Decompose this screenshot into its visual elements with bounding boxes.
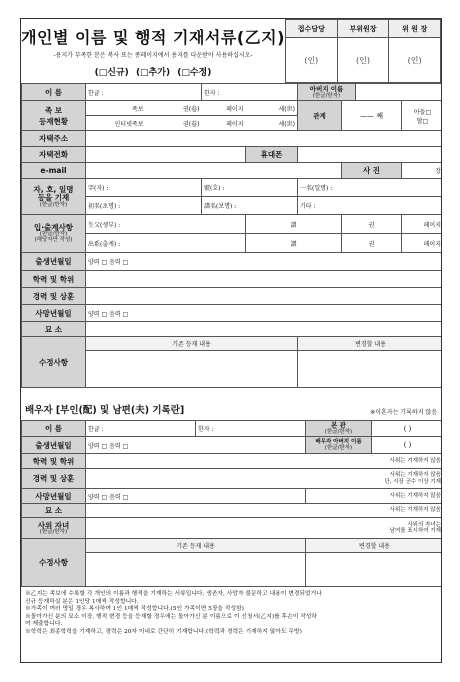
jokbo-page[interactable]: 페이지 bbox=[202, 101, 246, 116]
existing-content-field[interactable] bbox=[86, 351, 298, 388]
spouse-origin-field[interactable]: ( ) bbox=[372, 421, 443, 437]
spouse-education-label: 학력 및 학위 bbox=[22, 454, 86, 469]
phone-label: 자택전화 bbox=[22, 147, 86, 163]
internet-jokbo-page[interactable]: 페이지 bbox=[202, 116, 246, 131]
name-label: 이 름 bbox=[22, 84, 86, 101]
footnote-line: 여 제출합니다. bbox=[25, 621, 63, 628]
spouse-grave-field[interactable]: 사위는 기재하지 않음 bbox=[86, 504, 443, 518]
spouse-hangul-field[interactable]: 한글 : bbox=[86, 421, 196, 437]
form-header bbox=[21, 19, 441, 83]
approval-receiver: 접수담당 bbox=[286, 20, 338, 38]
jokbo-volume[interactable]: 권(卷) bbox=[146, 101, 202, 116]
spouse-existing-content-field[interactable] bbox=[86, 553, 306, 587]
spouse-father-field[interactable]: ( ) bbox=[372, 437, 443, 454]
spouse-father-label: 배우자 아버지 이름 (한글/한자) bbox=[306, 437, 372, 454]
footnote-line: ※학력은 최종학력을 기재하고, 경력은 20자 이내로 간단히 기재합니다.(학력과 경력은 기재하지 않아도 무방) bbox=[25, 628, 302, 635]
email-label: e-mail bbox=[22, 163, 86, 179]
seal-1[interactable]: (인) bbox=[286, 38, 338, 83]
spouse-education-field[interactable]: 사위는 기재하지 않음 bbox=[86, 454, 443, 469]
spouse-birthdate-label: 출생년월일 bbox=[22, 437, 86, 454]
ja-field[interactable]: 字(자) : bbox=[86, 179, 202, 197]
footnote-line: 신규 등재하실 분은 1인당 1매씩 작성합니다. bbox=[25, 598, 139, 605]
edit-label: 수정사항 bbox=[22, 337, 86, 388]
spouse-career-field[interactable]: 사위는 기재하지 않음 단, 시장 군수 이상 기재 bbox=[86, 469, 443, 489]
mobile-field[interactable] bbox=[298, 147, 443, 163]
saengbu-field[interactable]: 生父(생부) : bbox=[86, 215, 246, 234]
chulgye-jokbo: 譜 bbox=[246, 234, 342, 253]
bomyeong-field[interactable]: 譜名(보명) : bbox=[202, 197, 298, 215]
existing-header: 기존 등재 내용 bbox=[86, 337, 298, 351]
spouse-death-note: 사위는 기재하지 않음 bbox=[306, 489, 443, 504]
spouse-changed-header: 변경할 내용 bbox=[306, 539, 443, 553]
seal-3[interactable]: (인) bbox=[389, 38, 441, 83]
option-edit[interactable]: (□수정) bbox=[177, 68, 212, 78]
title-area bbox=[21, 19, 285, 83]
spouse-note: ※이혼자는 기록하지 않음 bbox=[370, 409, 437, 416]
footnote-line: ※乙지는 족보에 수록할 각 개인의 이름과 행적을 기재하는 서류입니다. 생존자, 사망자 불문하고 내용이 변경되었거나 bbox=[25, 591, 322, 597]
education-field[interactable] bbox=[86, 271, 443, 288]
approval-table bbox=[285, 19, 441, 83]
spouse-section-header bbox=[21, 388, 441, 420]
relation-label: 관계 bbox=[298, 101, 342, 131]
son-in-law-children-label: 사위 자녀 (한글/한자) bbox=[22, 518, 86, 539]
name-hangul-field[interactable]: 한글 : bbox=[86, 84, 202, 101]
ilmyeong-field[interactable]: 一名(일명) : bbox=[298, 179, 443, 197]
birthdate-label: 출생년월일 bbox=[22, 253, 86, 271]
birth-lineage-label: 입·출계사항 (한글/한자) (해당자만 작성) bbox=[22, 215, 86, 253]
address-label: 자택주소 bbox=[22, 131, 86, 147]
spouse-career-label: 경력 및 상훈 bbox=[22, 469, 86, 489]
career-label: 경력 및 상훈 bbox=[22, 288, 86, 305]
ho-field[interactable]: 號(호) : bbox=[202, 179, 298, 197]
chomyeong-field[interactable]: 初名(초명) : bbox=[86, 197, 202, 215]
chulgye-page[interactable]: 페이지 bbox=[402, 234, 442, 253]
name-hanja-field[interactable]: 한자 : bbox=[202, 84, 298, 101]
footnote-line: ※돌아가신 분의 묘소 이장, 행적 변경 등을 등재할 경우에는 돌아가신 분 이름으로 이 신청서(乙지)를 후손이 작성하 bbox=[25, 613, 317, 620]
footnotes bbox=[21, 587, 441, 641]
approval-chair: 위 원 장 bbox=[389, 20, 441, 38]
phone-field[interactable] bbox=[86, 147, 246, 163]
spouse-death-field[interactable]: 양력 □ 음력 □ bbox=[86, 489, 306, 504]
saengbu-jokbo: 譜 bbox=[246, 215, 342, 234]
changed-header: 변경할 내용 bbox=[298, 337, 443, 351]
approval-vice-chair: 부위원장 bbox=[337, 20, 389, 38]
spouse-grave-label: 묘 소 bbox=[22, 504, 86, 518]
relation-order[interactable]: —— 째 bbox=[342, 101, 402, 131]
email-field[interactable] bbox=[86, 163, 342, 179]
spouse-hanja-field[interactable]: 한자 : bbox=[196, 421, 306, 437]
internet-jokbo-volume[interactable]: 권(卷) bbox=[146, 116, 202, 131]
son-daughter-check[interactable]: 아들□ 딸□ bbox=[402, 101, 442, 131]
changed-content-field[interactable] bbox=[298, 351, 443, 388]
form-title: 개인별 이름 및 행적 기재서류(乙지) bbox=[21, 28, 285, 47]
spouse-title: 배우자 [부인(配) 및 남편(夫) 기록란] bbox=[25, 405, 185, 416]
spouse-name-label: 이 름 bbox=[22, 421, 86, 437]
main-table bbox=[21, 83, 442, 388]
mobile-label: 휴대폰 bbox=[246, 147, 298, 163]
grave-label: 묘 소 bbox=[22, 322, 86, 337]
form-notice: -용지가 부족한 분은 복사 또는 종페이지에서 용지를 다운받아 사용하십시오- bbox=[53, 52, 253, 59]
father-name-label: 아버지 이름 (한글/한자) bbox=[298, 84, 356, 101]
spouse-edit-label: 수정사항 bbox=[22, 539, 86, 587]
spouse-origin-label: 본 관 (한글/한자) bbox=[306, 421, 372, 437]
other-field[interactable]: 기타 : bbox=[298, 197, 443, 215]
photo-label: 사 진 bbox=[342, 163, 402, 179]
jokbo-label: 족보 bbox=[86, 101, 146, 116]
ja-ho-label: 자, 호, 일명 등을 기재 (한글/한자) bbox=[22, 179, 86, 215]
spouse-table bbox=[21, 420, 442, 587]
education-label: 학력 및 학위 bbox=[22, 271, 86, 288]
chulgye-volume[interactable]: 권 bbox=[342, 234, 402, 253]
grave-field[interactable] bbox=[86, 322, 443, 337]
footnote-line: ※가족이 여러 명일 경우 복사하여 1인 1매씩 작성합니다.(5인 가족이면 5장을 작성함) bbox=[25, 606, 244, 613]
saengbu-page[interactable]: 페이지 bbox=[402, 215, 442, 234]
genealogy-label: 족 보 등재현황 bbox=[22, 101, 86, 131]
seal-2[interactable]: (인) bbox=[337, 38, 389, 83]
internet-jokbo-label: 인터넷족보 bbox=[86, 116, 146, 131]
form-page bbox=[20, 18, 442, 663]
address-field[interactable] bbox=[86, 131, 443, 147]
jokbo-generation[interactable]: 세(世) bbox=[246, 101, 298, 116]
death-field[interactable]: 양력 □ 음력 □ bbox=[86, 305, 443, 322]
option-add[interactable]: (□추가) bbox=[135, 68, 171, 78]
father-name-field[interactable] bbox=[356, 84, 442, 101]
chulgye-field[interactable]: 出系(출계) : bbox=[86, 234, 246, 253]
son-in-law-children-field[interactable]: 사위의 자녀는 남여를 표시하여 기재 bbox=[86, 518, 443, 539]
spouse-death-label: 사망년월일 bbox=[22, 489, 86, 504]
internet-jokbo-generation[interactable]: 세(世) bbox=[246, 116, 298, 131]
spouse-existing-header: 기존 등재 내용 bbox=[86, 539, 306, 553]
career-field[interactable] bbox=[86, 288, 443, 305]
form-type-options bbox=[21, 65, 285, 78]
spouse-birthdate-field[interactable]: 양력 □ 음력 □ bbox=[86, 437, 306, 454]
birthdate-field[interactable]: 양력 □ 음력 □ bbox=[86, 253, 443, 271]
option-new[interactable]: (□신규) bbox=[94, 68, 129, 78]
spouse-changed-content-field[interactable] bbox=[306, 553, 443, 587]
death-label: 사망년월일 bbox=[22, 305, 86, 322]
saengbu-volume[interactable]: 권 bbox=[342, 215, 402, 234]
photo-field[interactable]: 장 bbox=[402, 163, 442, 179]
